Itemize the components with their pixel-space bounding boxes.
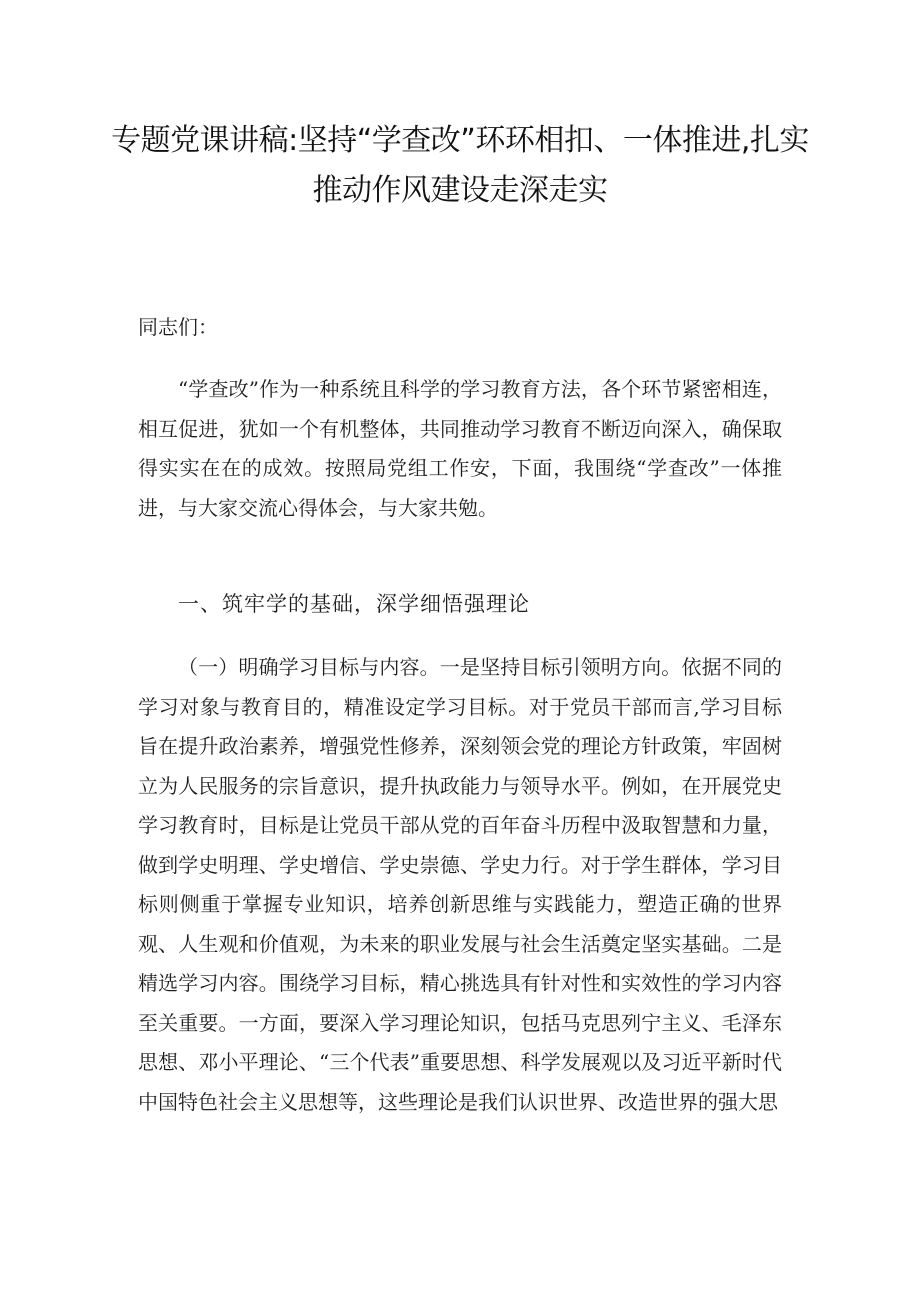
document-title-line-1: 专题党课讲稿:坚持“学查改”环环相扣、一体推进,扎实 bbox=[111, 123, 809, 158]
salutation: 同志们： bbox=[138, 315, 218, 339]
document-title-line-2: 推动作风建设走深走实 bbox=[312, 173, 608, 208]
section-heading: 一、筑牢学的基础，深学细悟强理论 bbox=[178, 592, 530, 616]
section-paragraph: （一）明确学习目标与内容。一是坚持目标引领明方向。依据不同的学习对象与教育目的，精准设定学习目标。对于党员干部而言,学习目标旨在提升政治素养，增强党性修养，深刻领会党的理论方针政策，牢固树立为人民服务的宗旨意识，提升执政能力与领导水平。例如，在开展党史学习教育时，目标是让党员干部从党的百年奋斗历程中汲取智慧和力量，做到学史明理、学史增信、学史崇德、学史力行。对于学生群体，学习目标则侧重于掌握专业知识，培养创新思维与实践能力，塑造正确的世界观、人生观和价值观，为未来的职业发展与社会生活奠定坚实基础。二是精选学习内容。围绕学习目标，精心挑选具有针对性和实效性的学习内容至关重要。一方面，要深入学习理论知识，包括马克思列宁主义、毛泽东思想、邓小平理论、“三个代表”重要思想、科学发展观以及习近平新时代中国特色社会主义思想等，这些理论是我们认识世界、改造世界的强大思 bbox=[138, 655, 782, 1114]
intro-paragraph: “学查改”作为一种系统且科学的学习教育方法，各个环节紧密相连，相互促进，犹如一个有机整体，共同推动学习教育不断迈向深入，确保取得实实在在的成效。按照局党组工作安，下面，我围绕“学查改”一体推进，与大家交流心得体会，与大家共勉。 bbox=[138, 377, 782, 520]
